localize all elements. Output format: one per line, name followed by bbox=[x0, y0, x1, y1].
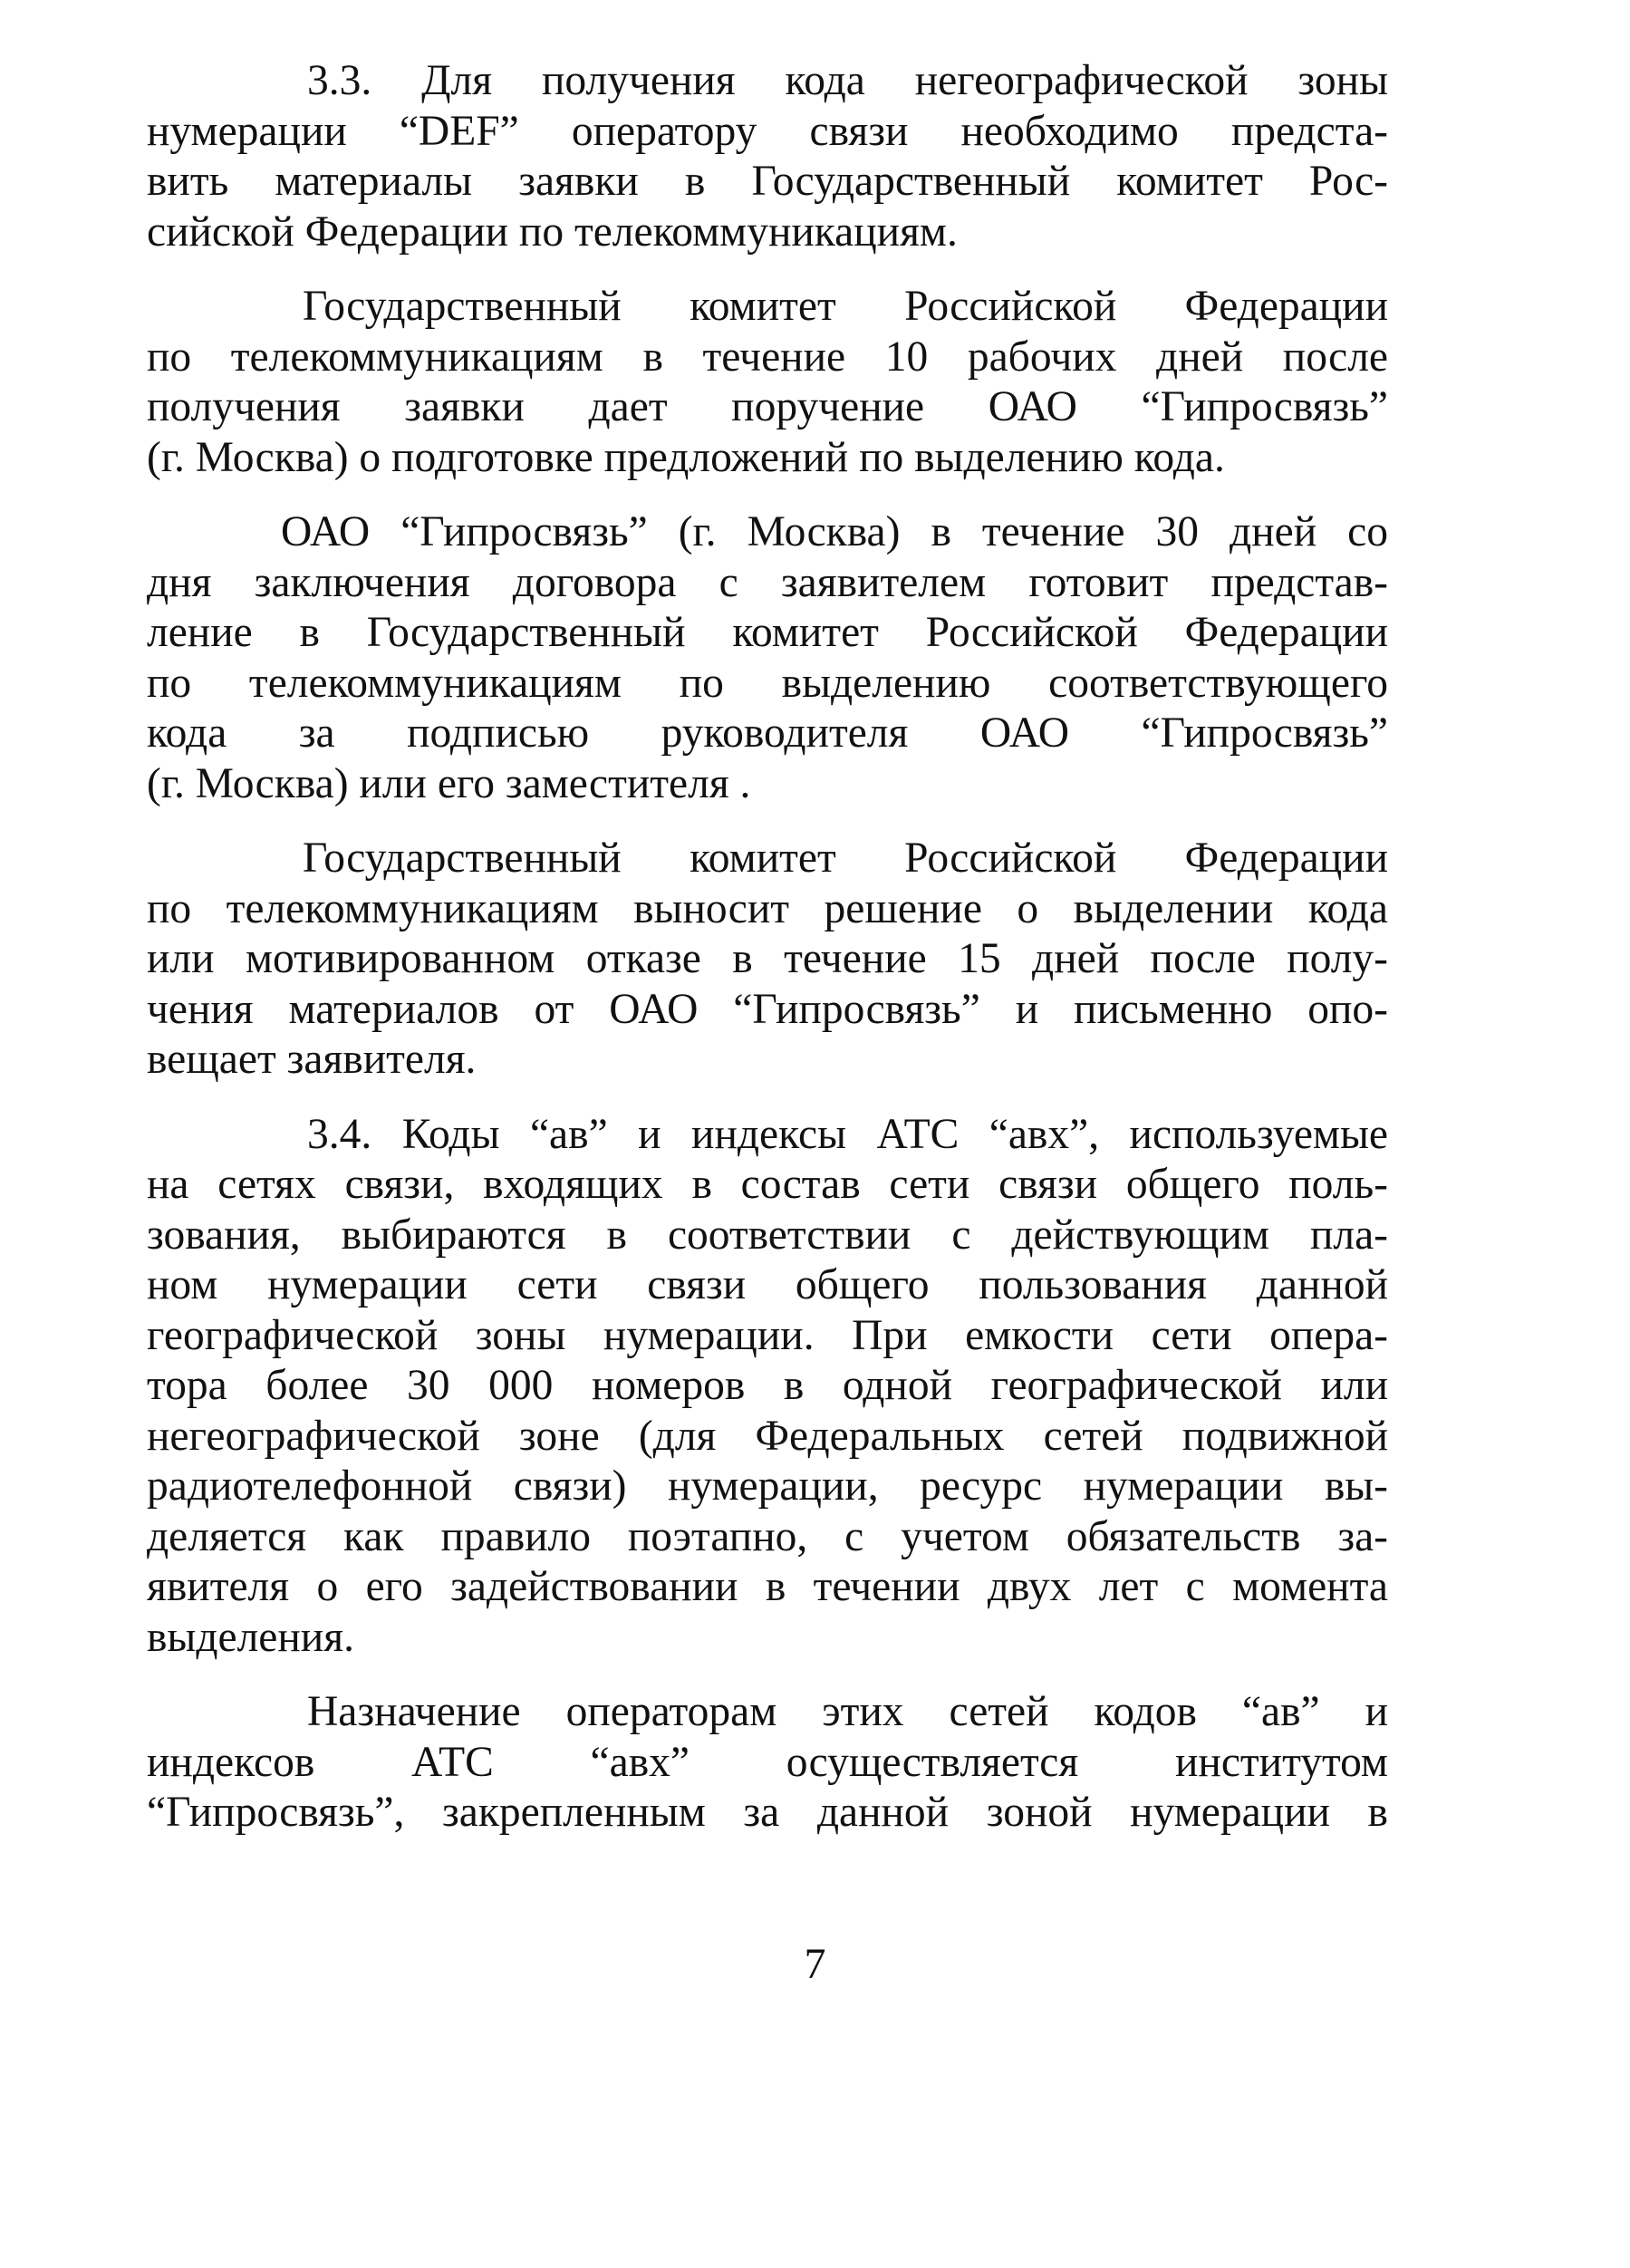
text-line: географической зоны нумерации. При емкости сети опера- bbox=[147, 1311, 1388, 1359]
text-line: ном нумерации сети связи общего пользования данной bbox=[147, 1261, 1388, 1308]
paragraph-committee-instruction bbox=[147, 282, 1388, 483]
text-line: деляется как правило поэтапно, с учетом обязательств за- bbox=[147, 1512, 1388, 1560]
text-line: 3.4. Коды “ав” и индексы АТС “авх”, используемые bbox=[307, 1110, 1388, 1158]
text-line: по телекоммуникациям выносит решение о выделении кода bbox=[147, 884, 1388, 932]
body-text bbox=[147, 56, 1388, 1863]
text-line: явителя о его задействовании в течении двух лет с момента bbox=[147, 1563, 1388, 1610]
text-line: ление в Государственный комитет Российской Федерации bbox=[147, 609, 1388, 656]
text-line: (г. Москва) о подготовке предложений по выделению кода. bbox=[147, 433, 1225, 481]
paragraph-3-3 bbox=[147, 56, 1388, 257]
text-line: нумерации “DEF” оператору связи необходимо предста- bbox=[147, 107, 1388, 155]
text-line: по телекоммуникациям в течение 10 рабочих дней после bbox=[147, 333, 1388, 381]
text-line: “Гипросвязь”, закрепленным за данной зоной нумерации в bbox=[147, 1789, 1388, 1836]
paragraph-code-assignment bbox=[147, 1687, 1388, 1839]
text-line: (г. Москва) или его заместителя . bbox=[147, 759, 751, 807]
text-line: Назначение операторам этих сетей кодов “ав” и bbox=[307, 1688, 1388, 1735]
text-line: по телекоммуникациям по выделению соответствующего bbox=[147, 659, 1388, 707]
paragraph-3-4 bbox=[147, 1110, 1388, 1664]
paragraph-committee-decision bbox=[147, 834, 1388, 1086]
text-line: 3.3. Для получения кода негеографической зоны bbox=[307, 57, 1388, 104]
text-line: или мотивированном отказе в течение 15 дней после полу- bbox=[147, 935, 1388, 982]
text-line: негеографической зоне (для Федеральных сетей подвижной bbox=[147, 1412, 1388, 1460]
text-line: получения заявки дает поручение ОАО “Гипросвязь” bbox=[147, 383, 1388, 430]
text-line: на сетях связи, входящих в состав сети связи общего поль- bbox=[147, 1161, 1388, 1208]
text-line: выделения. bbox=[147, 1613, 354, 1661]
text-line: сийской Федерации по телекоммуникациям. bbox=[147, 207, 958, 256]
text-line: вещает заявителя. bbox=[147, 1036, 477, 1083]
text-line: Государственный комитет Российской Федерации bbox=[303, 283, 1388, 330]
text-line: зования, выбираются в соответствии с действующим пла- bbox=[147, 1211, 1388, 1259]
text-line: ОАО “Гипросвязь” (г. Москва) в течение 30 дней со bbox=[281, 508, 1388, 555]
page-number: 7 bbox=[804, 1940, 826, 1988]
text-line: индексов АТС “авх” осуществляется институтом bbox=[147, 1738, 1388, 1786]
text-line: дня заключения договора с заявителем готовит представ- bbox=[147, 558, 1388, 606]
text-line: чения материалов от ОАО “Гипросвязь” и письменно опо- bbox=[147, 985, 1388, 1033]
text-line: тора более 30 000 номеров в одной географической или bbox=[147, 1362, 1388, 1409]
text-line: вить материалы заявки в Государственный комитет Рос- bbox=[147, 158, 1388, 205]
paragraph-giprosvyaz-submission bbox=[147, 507, 1388, 809]
text-line: радиотелефонной связи) нумерации, ресурс нумерации вы- bbox=[147, 1462, 1388, 1510]
text-line: Государственный комитет Российской Федерации bbox=[303, 835, 1388, 882]
text-line: кода за подписью руководителя ОАО “Гипросвязь” bbox=[147, 709, 1388, 757]
